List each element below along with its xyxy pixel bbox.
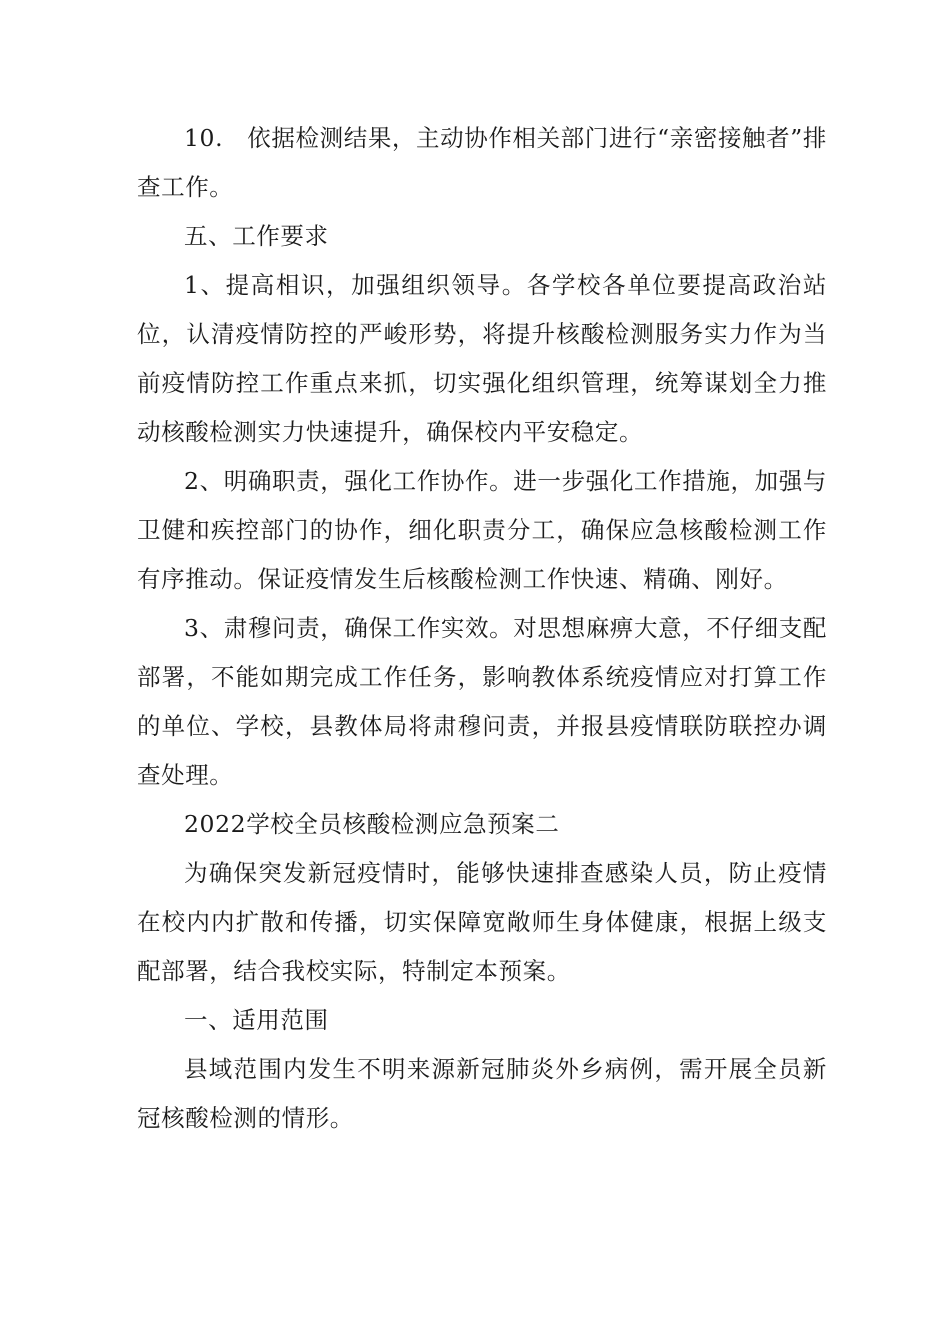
paragraph-scope: 县域范围内发生不明来源新冠肺炎外乡病例，需开展全员新冠核酸检测的情形。 bbox=[137, 1055, 827, 1132]
paragraph-item-10: 10. 依据检测结果，主动协作相关部门进行“亲密接触者”排查工作。 bbox=[137, 124, 827, 201]
paragraph-requirement-2: 2、明确职责，强化工作协作。进一步强化工作措施，加强与卫健和疾控部门的协作，细化职责分工，确保应急核酸检测工作有序推动。保证疫情发生后核酸检测工作快速、精确、刚好。 bbox=[137, 467, 827, 593]
paragraph-requirement-3: 3、肃穆问责，确保工作实效。对思想麻痹大意，不仔细支配部署，不能如期完成工作任务，影响教体系统疫情应对打算工作的单位、学校，县教体局将肃穆问责，并报县疫情联防联控办调查处理。 bbox=[137, 614, 827, 789]
paragraph-plan-two-intro: 为确保突发新冠疫情时，能够快速排查感染人员，防止疫情在校内内扩散和传播，切实保障宽敞师生身体健康，根据上级支配部署，结合我校实际，特制定本预案。 bbox=[137, 859, 827, 985]
section-heading-work-requirements: 五、工作要求 bbox=[184, 222, 329, 250]
plan-two-title: 2022学校全员核酸检测应急预案二 bbox=[184, 810, 560, 838]
section-heading-scope: 一、适用范围 bbox=[184, 1006, 329, 1034]
paragraph-requirement-1: 1、提高相识，加强组织领导。各学校各单位要提高政治站位，认清疫情防控的严峻形势，将提升核酸检测服务实力作为当前疫情防控工作重点来抓，切实强化组织管理，统筹谋划全力推动核酸检测实力快速提升，确保校内平安稳定。 bbox=[137, 271, 827, 446]
document-body bbox=[137, 114, 827, 1143]
